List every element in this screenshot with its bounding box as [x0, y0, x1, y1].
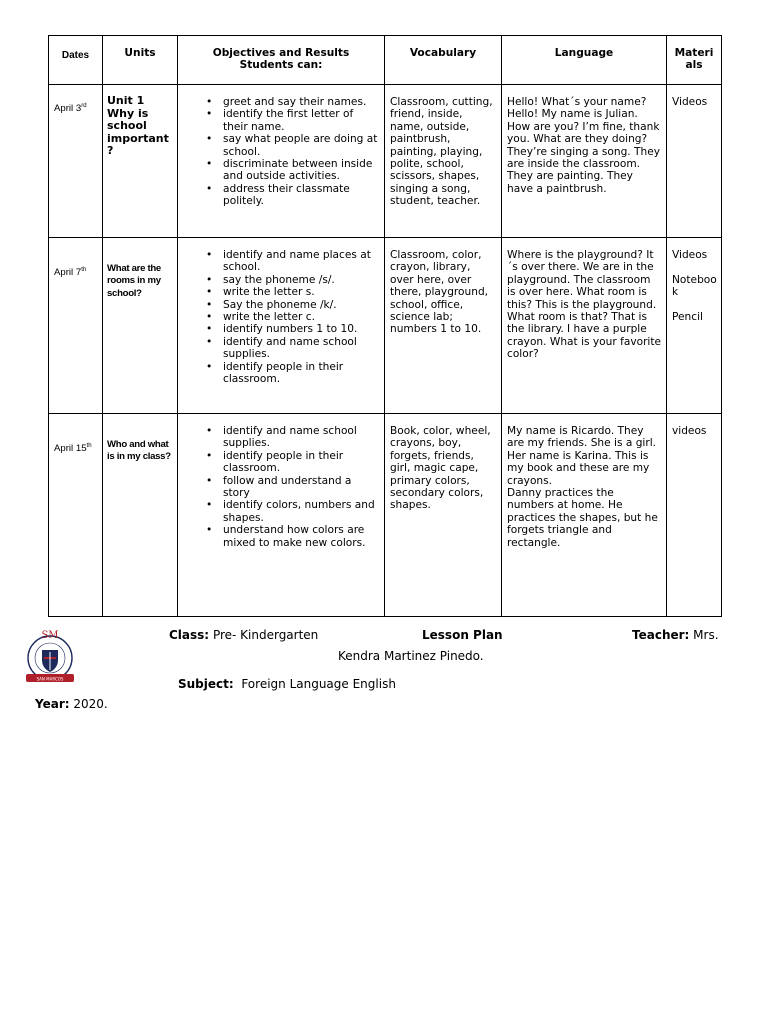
class-line: [169, 628, 318, 642]
lesson-plan-table: [48, 35, 722, 617]
list-item: • discriminate between inside and outside activities.: [206, 158, 378, 183]
vocabulary-cell: Classroom, color, crayon, library, over here, over there, playground, school, office, science lab; numbers 1 to 10.: [385, 238, 502, 414]
language-cell: Where is the playground? It´s over there. We are in the playground. The classroom is over here. What room is this? This is the playground. What room is that? That is the library. I have a purple crayon. What is your favorite color?: [502, 238, 667, 414]
vocabulary-cell: Book, color, wheel, crayons, boy, forgets, friends, girl, magic cape, primary colors, secondary colors, shapes.: [385, 414, 502, 617]
materials-cell: [667, 238, 722, 414]
unit-cell: Who and what is in my class?: [103, 414, 178, 617]
date-cell: April 3rd: [49, 85, 103, 238]
table-row: [49, 414, 722, 617]
language-cell: Hello! What´s your name? Hello! My name is Julian. How are you? I’m fine, thank you. What are they doing? They’re singing a song. They are inside the classroom. They are painting. They have a paintbrush.: [502, 85, 667, 238]
table-row: [49, 238, 722, 414]
list-item: • Say the phoneme /k/.: [206, 299, 378, 311]
list-item: • identify and name school supplies.: [206, 425, 378, 450]
objectives-cell: [178, 414, 385, 617]
header-vocabulary: Vocabulary: [385, 36, 502, 85]
list-item: • write the letter s.: [206, 286, 378, 298]
header-language: Language: [502, 36, 667, 85]
list-item: • address their classmate politely.: [206, 183, 378, 208]
list-item: • say the phoneme /s/.: [206, 274, 378, 286]
header-dates: Dates: [49, 36, 103, 85]
list-item: • identify colors, numbers and shapes.: [206, 499, 378, 524]
material-item: Videos: [672, 249, 708, 261]
svg-text:SM: SM: [41, 630, 59, 641]
year-label: Year:: [35, 697, 70, 711]
school-logo: [22, 628, 78, 686]
teacher-name: Kendra Martinez Pinedo.: [338, 649, 484, 663]
list-item: • understand how colors are mixed to make new colors.: [206, 524, 378, 549]
header-objectives: Objectives and Results Students can:: [178, 36, 385, 85]
class-label: Class:: [169, 628, 210, 642]
list-item: • say what people are doing at school.: [206, 133, 378, 158]
unit-cell: Unit 1 Why is school important ?: [103, 85, 178, 238]
subject-label: Subject:: [178, 677, 234, 691]
materials-cell: [667, 85, 722, 238]
teacher-value: Mrs.: [693, 628, 719, 642]
material-item: Pencil: [672, 311, 703, 323]
objectives-list: [183, 249, 380, 385]
unit-cell: What are the rooms in my school?: [103, 238, 178, 414]
list-item: • identify and name places at school.: [206, 249, 378, 274]
lesson-plan-title: Lesson Plan: [422, 628, 503, 642]
objectives-cell: [178, 238, 385, 414]
list-item: • identify numbers 1 to 10.: [206, 323, 378, 335]
svg-text:SAN MARCOS: SAN MARCOS: [36, 676, 64, 682]
objectives-list: [183, 425, 380, 549]
table-header-row: [49, 36, 722, 85]
materials-cell: [667, 414, 722, 617]
material-item: videos: [672, 425, 707, 437]
objectives-list: [183, 96, 380, 208]
list-item: • greet and say their names.: [206, 96, 378, 108]
list-item: • identify people in their classroom.: [206, 361, 378, 386]
list-item: • identify the first letter of their name.: [206, 108, 378, 133]
teacher-line: [632, 628, 719, 642]
vocabulary-cell: Classroom, cutting, friend, inside, name, outside, paintbrush, painting, playing, polite, school, scissors, shapes, singing a song, student, teacher.: [385, 85, 502, 238]
teacher-label: Teacher:: [632, 628, 690, 642]
list-item: • follow and understand a story: [206, 475, 378, 500]
subject-line: [178, 677, 396, 691]
list-item: • identify and name school supplies.: [206, 336, 378, 361]
date-cell: April 15th: [49, 414, 103, 617]
material-item: Notebook: [672, 273, 717, 299]
material-item: Videos: [672, 96, 708, 108]
year-line: [35, 697, 108, 711]
year-value: 2020.: [73, 697, 108, 711]
subject-value: Foreign Language English: [241, 677, 396, 691]
date-cell: April 7th: [49, 238, 103, 414]
school-crest-icon: [22, 628, 78, 686]
language-cell: My name is Ricardo. They are my friends. She is a girl. Her name is Karina. This is my book and these are my crayons. Danny practices the numbers at home. He practices the shapes, but he forgets triangle and rectangle.: [502, 414, 667, 617]
list-item: • write the letter c.: [206, 311, 378, 323]
header-units: Units: [103, 36, 178, 85]
table-row: [49, 85, 722, 238]
list-item: • identify people in their classroom.: [206, 450, 378, 475]
header-materials: Materi als: [667, 36, 722, 85]
class-value: Pre- Kindergarten: [212, 628, 319, 642]
objectives-cell: [178, 85, 385, 238]
